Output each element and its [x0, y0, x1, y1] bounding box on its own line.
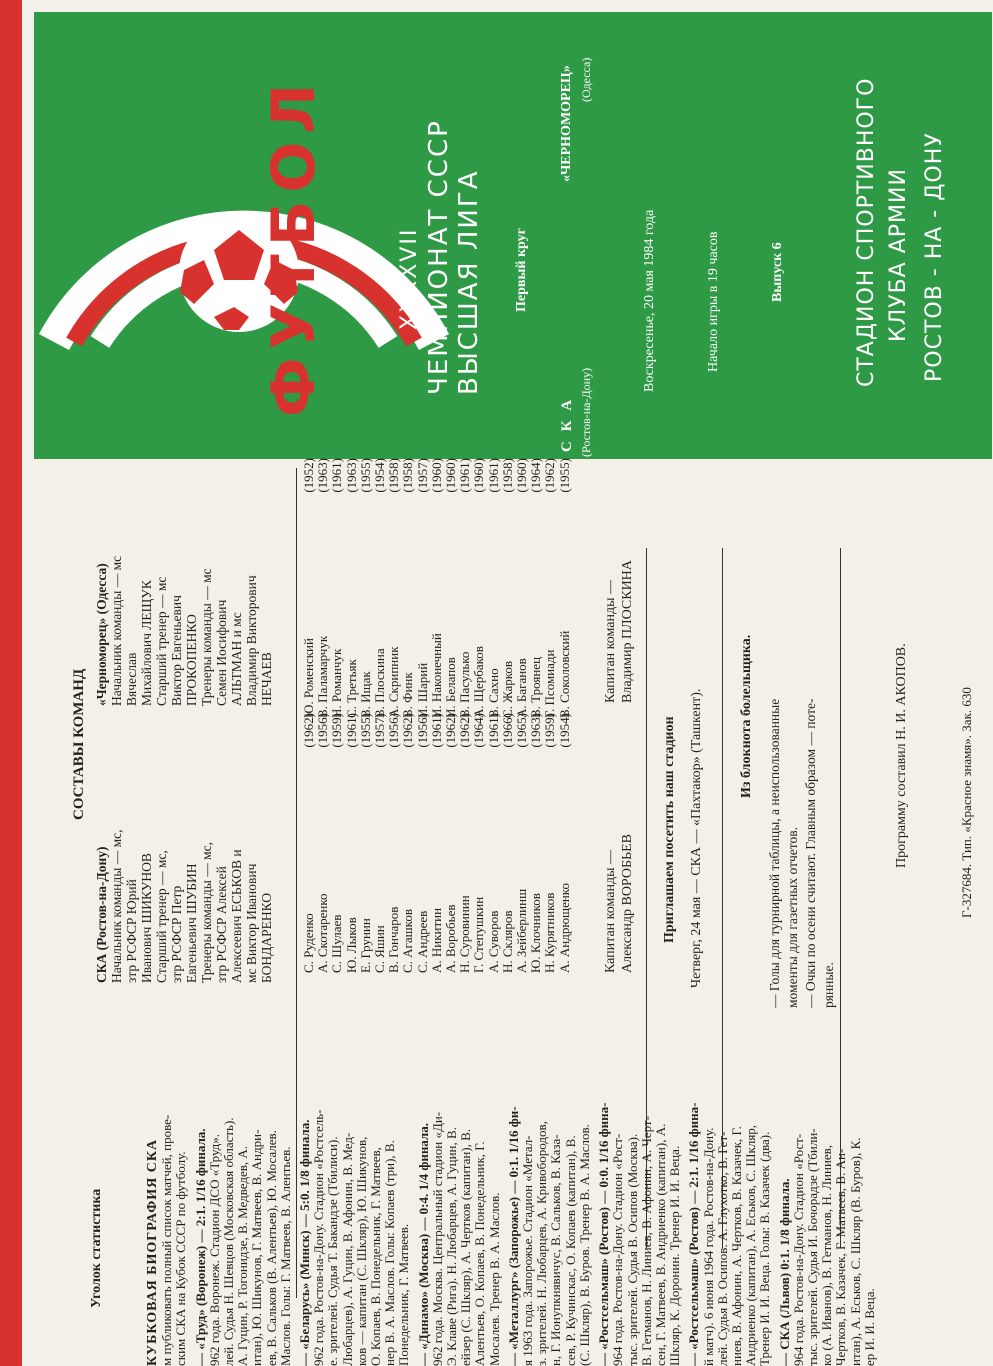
player-name: Ю. Лыков [343, 917, 359, 973]
player-row [401, 713, 415, 973]
chern-staff-line: Тренеры команды — мс [199, 568, 214, 706]
player-row [387, 458, 401, 718]
match-line: Э. Клаве (Рига). Н. Любарцев, А. Гуцин, В. [444, 1127, 460, 1366]
player-row [487, 713, 501, 973]
match-line: Чертков, В. Казачек, Г. Матвеев, В. Ан- [833, 1148, 849, 1366]
venue-city: РОСТОВ - НА - ДОНУ [922, 132, 947, 382]
chern-staff [94, 466, 274, 706]
match-line: Алентьев, О. Копаев, В. Понедельник, Г. [472, 1141, 488, 1366]
match-line: 962 года. Воронеж. Стадион ДСО «Труд». [206, 1133, 222, 1366]
match-heading: — «Динамо» (Москва) — 0:4. 1/4 финала. [415, 1123, 431, 1366]
player-birth-year: (1955) [357, 458, 373, 493]
ska-staff [94, 683, 274, 983]
chern-staff-line: Виктор Евгеньевич [169, 595, 184, 706]
football-logo-icon [34, 12, 992, 459]
player-name: С. Руденко [301, 913, 316, 973]
player-name: В. Соколовский [556, 630, 572, 718]
issue-number: Выпуск 6 [770, 242, 785, 302]
player-row [472, 458, 486, 718]
player-birth-year: (1955) [357, 713, 373, 748]
player-name: Ю. Роменский [301, 638, 316, 718]
player-row [430, 458, 444, 718]
player-birth-year: (1957) [372, 713, 388, 748]
player-name: Н. Скляров [499, 910, 515, 973]
player-row [302, 713, 316, 973]
championship-title: ЧЕМПИОНАТ СССР [424, 119, 454, 395]
player-row [543, 713, 557, 973]
player-name: И. Белапов [443, 657, 459, 718]
player-row [444, 458, 458, 718]
player-birth-year: (1961) [428, 713, 444, 748]
player-row [501, 458, 515, 718]
player-birth-year: (1961) [457, 458, 473, 493]
match-line: нер В. А. Маслов. Голы: Копаев (три), В. [382, 1140, 398, 1366]
player-row [430, 713, 444, 973]
logo-word: ФУТБОЛ [259, 75, 329, 417]
match-line: з. зрителей. Н. Любарцев, А. Кривобородов, [534, 1121, 550, 1366]
player-birth-year: (1962) [542, 458, 558, 493]
player-row [487, 458, 501, 718]
ska-staff-line: зтр РСФСР Юрий [124, 879, 139, 983]
program-inner-page [34, 458, 992, 1366]
chern-staff-line: АЛЬТМАН и мс [229, 612, 244, 706]
notebook-line: моменты для газетных отчетов. [785, 827, 800, 1008]
player-birth-year: (1956) [386, 713, 402, 748]
chern-staff-line: Михайлович ЛЕЩУК [139, 580, 154, 706]
team-away: «ЧЕРНОМОРЕЦ» [559, 65, 574, 182]
match-line: ев, В. Сальков (В. Алентьев), Ю. Мосалев. [263, 1130, 279, 1366]
player-name: А. Суворов [485, 910, 501, 973]
venue-line-1: СТАДИОН СПОРТИВНОГО [854, 77, 879, 387]
venue-line-2: КЛУБА АРМИИ [886, 168, 911, 342]
match-line: итан), Ю. Шикунов, Г. Матвеев, В. Андри- [249, 1129, 265, 1366]
player-row [458, 713, 472, 973]
player-name: А. Скрипник [386, 646, 402, 718]
match-line: В. Гетманов, Н. Линиев, В. Афонин, А. Черт- [638, 1116, 654, 1366]
notebook-line: — Очки по осени считают. Главным образом — поте- [803, 698, 818, 1008]
player-name: В. Ищак [357, 671, 373, 718]
player-birth-year: (1963) [343, 458, 359, 493]
match-line: н, Г. Ионупкнявичус, В. Сальков, В. Каза- [548, 1134, 564, 1366]
player-row [302, 458, 316, 718]
round-label: Первый круг [514, 228, 529, 312]
match-heading: — «Беларусь» (Минск) — 5:0. 1/8 финала. [297, 1119, 313, 1366]
player-name: Е. Грунин [357, 918, 373, 973]
player-birth-year: (1958) [400, 458, 416, 493]
player-name: И. Шарий [414, 662, 430, 718]
match-heading: — «Труд» (Воронеж) — 2:1. 1/16 финала. [192, 1128, 208, 1366]
player-birth-year: (1958) [386, 458, 402, 493]
player-row [515, 458, 529, 718]
player-row [330, 458, 344, 718]
ska-staff-line: мс Виктор Иванович [244, 863, 259, 983]
ska-staff-line: зтр РСФСР Петр [169, 885, 184, 983]
player-row [359, 713, 373, 973]
player-birth-year: (1962) [400, 713, 416, 748]
player-row [373, 713, 387, 973]
player-row [501, 713, 515, 973]
match-line: ер И. И. Веца. [861, 1288, 877, 1366]
match-line: Маслов. Голы: Г. Матвеев, В. Алентьев. [277, 1146, 293, 1366]
player-name: Н. Курятников [542, 892, 558, 973]
player-name: А. Никитин [428, 907, 444, 973]
match-line: 962 года. Москва. Центральный стадион «Ди- [429, 1111, 445, 1366]
kickoff-time: Начало игры в 19 часов [706, 231, 721, 372]
player-row [345, 458, 359, 718]
player-name: И. Наконечный [428, 633, 444, 718]
match-line: ниев, В. Афонин, А. Чертков, В. Казачек, Г. [728, 1126, 744, 1366]
player-row [529, 713, 543, 973]
player-birth-year: (1963) [528, 713, 544, 748]
player-row [543, 458, 557, 718]
match-line: 964 года. Ростов-на-Дону. Стадион «Рост- [610, 1133, 626, 1366]
match-line: (С. Шкляр), В. Буров. Тренер В. А. Маслов. [576, 1124, 592, 1366]
match-line: ков — капитан (С. Шкляр), Ю. Шикунов, [353, 1136, 369, 1366]
player-name: В. Плоскина [372, 648, 388, 718]
stats-intro-line: ским СКА на Кубок СССР по футболу. [173, 1151, 189, 1366]
player-birth-year: (1961) [329, 458, 345, 493]
imprint: Г-327684. Тип. «Красное знамя». Зак. 630 [959, 687, 974, 918]
team-home-city: (Ростов-на-Дону) [579, 367, 593, 457]
match-line: й матч). 6 июня 1964 года. Ростов-на-Дону. [700, 1127, 716, 1366]
stats-title: КУБКОВАЯ БИОГРАФИЯ СКА [145, 1138, 160, 1366]
player-name: А. Баганов [514, 658, 530, 718]
player-name: Н. Суровинин [457, 895, 473, 973]
ska-player-list [302, 713, 572, 973]
player-name: С. Агашков [400, 909, 416, 973]
lineups-title: СОСТАВЫ КОМАНД [71, 668, 87, 820]
player-birth-year: (1962) [301, 713, 316, 748]
match-line: 962 года. Ростов-на-Дону. Стадион «Ростсель- [311, 1109, 327, 1366]
player-birth-year: (1965) [514, 713, 530, 748]
chern-captain [602, 560, 636, 703]
chern-staff-line: Владимир Викторович [244, 575, 259, 706]
player-row [515, 713, 529, 973]
ska-staff-line: Евгеньевич ШУБИН [184, 863, 199, 983]
player-row [558, 713, 572, 973]
player-birth-year: (1955) [556, 458, 572, 493]
player-row [558, 458, 572, 718]
match-line: итан), А. Еськов, С. Шкляр (В. Буров), К. [847, 1137, 863, 1366]
player-birth-year: (1962) [443, 713, 459, 748]
player-name: С. Яшин [372, 925, 388, 973]
match-line: я 1963 года. Запорожье. Стадион «Метал- [520, 1135, 536, 1366]
chern-staff-line: ПРОКОПЕНКО [184, 614, 199, 706]
ska-staff-line: Алексеевич ЕСЬКОВ и [229, 849, 244, 983]
player-name: Ю. Клочников [528, 893, 544, 973]
ska-staff-line: Иванович ШИКУНОВ [139, 853, 154, 983]
player-birth-year: (1960) [514, 458, 530, 493]
chern-staff-line: Начальник команды — мс [109, 555, 124, 706]
player-row [416, 713, 430, 973]
player-birth-year: (1960) [443, 458, 459, 493]
match-heading: — «Ростсельмаш» (Ростов) — 2:1. 1/16 фина- [686, 1102, 702, 1366]
player-birth-year: (1956) [414, 713, 430, 748]
match-line: ко (А. Иванов), В. Гетманов, Н. Линиев, [819, 1144, 835, 1366]
team-away-city: (Одесса) [579, 57, 593, 102]
match-line: е. зрителей. Судья Т. Бакандзе (Тбилиси). [325, 1136, 341, 1366]
player-birth-year: (1964) [471, 713, 487, 748]
player-birth-year: (1962) [457, 713, 473, 748]
program-cover [34, 12, 992, 459]
chern-player-list [302, 458, 572, 718]
chern-staff-line: Старший тренер — мс [154, 576, 169, 706]
ska-team-name: СКА (Ростов-на-Дону) [94, 846, 109, 983]
player-birth-year: (1959) [542, 713, 558, 748]
match-heading: — «Металлург» (Запорожье) — 0:1. 1/16 фи- [505, 1106, 521, 1366]
player-name: С. Жарков [499, 660, 515, 718]
player-name: С. Андреев [414, 910, 430, 973]
captain-name: Владимир ПЛОСКИНА [620, 560, 635, 703]
player-name: А. Воробьев [443, 904, 459, 973]
captain-name: Александр ВОРОБЬЕВ [620, 834, 635, 973]
player-row [529, 458, 543, 718]
notebook-title: Из блокнота болельщика. [739, 634, 754, 798]
match-line: сев, Р. Кучинскас, О. Копаев (капитан), В. [562, 1135, 578, 1366]
ska-staff-line: Тренеры команды — мс, [199, 841, 214, 983]
player-birth-year: (1964) [528, 458, 544, 493]
match-line: сен, Г. Матвеев, В. Андриенко (капитан), А. [652, 1123, 668, 1366]
match-line: А. Гуцин, Р. Тогонидзе, В. Медведев, А. [235, 1145, 251, 1366]
player-birth-year: (1952) [301, 458, 316, 493]
player-name: Н. Романчук [329, 648, 345, 718]
ska-staff-line: Начальник команды — мс, [109, 829, 124, 983]
captain-label: Капитан команды — [603, 850, 618, 973]
player-name: С. Третьяк [343, 659, 359, 718]
player-row [387, 713, 401, 973]
player-birth-year: (1963) [315, 458, 331, 493]
player-row [472, 713, 486, 973]
player-row [345, 713, 359, 973]
player-birth-year: (1961) [343, 713, 359, 748]
match-line: О. Копаев, В. Понедельник, Г. Матвеев, [368, 1147, 384, 1366]
stats-header: Уголок статистика [89, 1188, 104, 1308]
player-birth-year: (1961) [485, 713, 501, 748]
player-row [373, 458, 387, 718]
chern-staff-line: Семен Иосифович [214, 599, 229, 706]
notebook-line: — Голы для турнирной таблицы, а неиспользованные [767, 698, 782, 1008]
ska-staff-line: зтр РСФСР Алексей [214, 866, 229, 983]
chern-staff-line: Вячеслав [124, 652, 139, 706]
player-row [458, 458, 472, 718]
player-birth-year: (1966) [499, 713, 515, 748]
player-row [330, 713, 344, 973]
match-heading: — «Ростсельмаш» (Ростов) — 0:0. 1/16 фина- [596, 1102, 612, 1366]
invite-text: Четверг, 24 мая — СКА — «Пахтакор» (Ташкент). [689, 688, 704, 988]
player-row [316, 713, 330, 973]
match-line: Тренер И. И. Веца. Голы: В. Казачек (два). [757, 1131, 773, 1366]
player-row [401, 458, 415, 718]
player-row [444, 713, 458, 973]
player-row [316, 458, 330, 718]
match-line: Шкляр, К. Доронин. Тренер И. И. Веца. [667, 1145, 683, 1366]
player-birth-year: (1954) [372, 458, 388, 493]
match-line: Андриенко (капитан), А. Еськов, С. Шкляр, [743, 1124, 759, 1366]
match-line: Мосалев. Тренер В. А. Маслов. [486, 1192, 502, 1366]
match-date: Воскресенье, 20 мая 1984 года [642, 209, 657, 392]
match-line: Любарцев), А. Гуцин, В. Афонин, В. Мед- [339, 1132, 355, 1366]
player-name: С. Шулаев [329, 914, 345, 973]
match-line: ейзер (С. Шкляр), А. Чертков (капитан), В. [458, 1128, 474, 1366]
captain-label: Капитан команды — [603, 580, 618, 703]
notebook-line: рянные. [821, 962, 836, 1008]
player-birth-year: (1960) [428, 458, 444, 493]
ska-staff-line: Старший тренер — мс, [154, 850, 169, 983]
player-row [416, 458, 430, 718]
player-name: Г. Степушкин [471, 896, 487, 973]
player-name: А. Щербаков [471, 646, 487, 718]
match-line: лей. Судья В. Осипов. А. Глухотко, В. Гет- [714, 1131, 730, 1366]
league-name: ВЫСШАЯ ЛИГА [454, 169, 484, 395]
notebook-text [766, 698, 838, 1008]
player-name: Г. Псомиади [542, 649, 558, 718]
stats-section [146, 1103, 877, 1366]
player-birth-year: (1956) [315, 713, 331, 748]
player-name: В. Троянец [528, 656, 544, 718]
ska-captain [602, 834, 636, 973]
player-birth-year: (1957) [414, 458, 430, 493]
chern-team-name: «Черноморец» (Одесса) [94, 563, 109, 706]
team-home: С К А [559, 396, 575, 452]
match-line: Понедельник, Г. Матвеев. [396, 1223, 412, 1366]
ska-staff-line: БОНДАРЕНКО [259, 892, 274, 983]
player-birth-year: (1960) [471, 458, 487, 493]
player-name: В. Паламарчук [315, 635, 331, 718]
match-line: лей. Судья Н. Шевцов (Московская область). [221, 1117, 237, 1366]
compiled-by: Программу составил Н. И. АКОПОВ. [894, 643, 909, 868]
match-line: 964 года. Ростов-на-Дону. Стадион «Рост- [790, 1133, 806, 1366]
invite-title: Приглашаем посетить наш стадион [662, 716, 677, 943]
chern-staff-line: НЕЧАЕВ [259, 652, 274, 706]
player-birth-year: (1961) [485, 458, 501, 493]
player-birth-year: (1958) [499, 458, 515, 493]
player-name: А. Скотаренко [315, 893, 331, 973]
match-line: тыс. зрителей. Судья В. Осипов (Москва). [624, 1133, 640, 1366]
match-heading: — СКА (Львов) 0:1. 1/8 финала. [776, 1178, 792, 1366]
player-birth-year: (1954) [556, 713, 572, 748]
match-line: тыс. зрителей. Судья И. Бочорадзе (Тбили- [804, 1128, 820, 1366]
championship-number: XXXXVII [397, 227, 422, 330]
player-row [359, 458, 373, 718]
player-name: В. Сахно [485, 668, 501, 718]
player-name: А. Зейберлинш [514, 888, 530, 973]
stats-intro-line: м публиковать полный список матчей, прове- [159, 1114, 175, 1366]
red-stripe [0, 0, 22, 1366]
player-name: В. Пасулько [457, 651, 473, 718]
player-birth-year: (1959) [329, 713, 345, 748]
player-name: В. Финк [400, 672, 416, 718]
player-name: В. Гончаров [386, 906, 402, 973]
player-name: А. Андрющенко [556, 883, 572, 973]
